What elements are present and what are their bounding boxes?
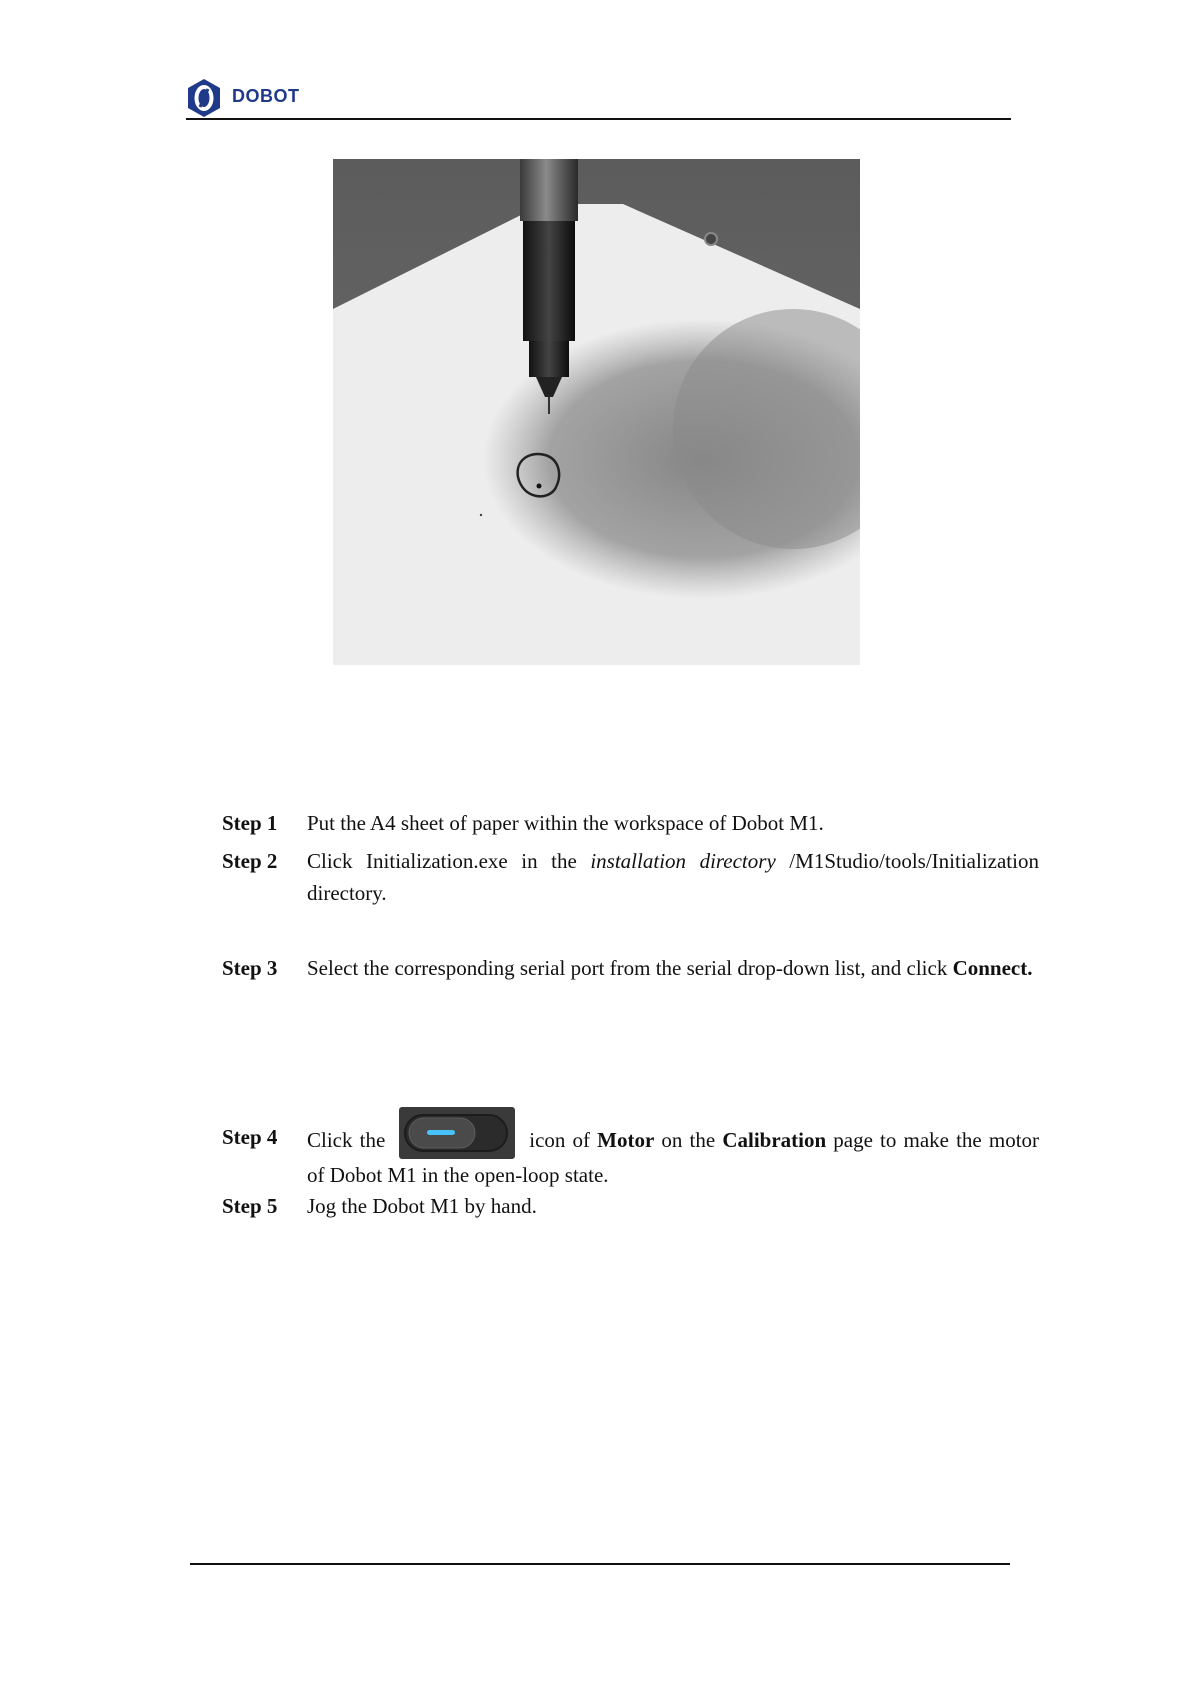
step-label: Step 2 [222, 849, 278, 873]
page-header [186, 76, 1011, 120]
motor-label: Motor [597, 1128, 655, 1152]
step-text-part: on the [654, 1128, 723, 1152]
step-text [307, 845, 1039, 909]
step-text: Jog the Dobot M1 by hand. [307, 1194, 537, 1218]
step-label: Step 1 [222, 811, 278, 835]
step-text-part: Click Initialization.exe in the [307, 849, 591, 873]
step-label: Step 5 [222, 1194, 278, 1218]
step-text [307, 1107, 1039, 1191]
footer-divider [190, 1563, 1010, 1565]
step-text [307, 952, 1039, 984]
step-text-part: icon of [529, 1128, 598, 1152]
connect-label: Connect. [952, 956, 1033, 980]
step-text: Put the A4 sheet of paper within the workspace of Dobot M1. [307, 811, 824, 835]
step-text-part: page to make the motor of Dobot M1 in the open-loop state. [307, 1128, 1040, 1187]
motor-toggle-icon [399, 1107, 515, 1159]
dobot-logo-icon [186, 78, 222, 118]
installation-directory-text: installation directory [590, 849, 776, 873]
step-label: Step 4 [222, 1125, 278, 1149]
step-text-part: /M1Studio/tools/Initialization directory. [307, 849, 1039, 905]
pen-tip-over-paper-image [333, 159, 860, 665]
step-label: Step 3 [222, 956, 278, 980]
step-text-part: Click the [307, 1128, 386, 1152]
calibration-label: Calibration [722, 1128, 827, 1152]
pen-calibration-photo [333, 159, 860, 665]
brand-name: DOBOT [232, 86, 300, 106]
header-divider [186, 118, 1011, 120]
step-text-part: Select the corresponding serial port from the serial drop-down list, and click [307, 956, 953, 980]
